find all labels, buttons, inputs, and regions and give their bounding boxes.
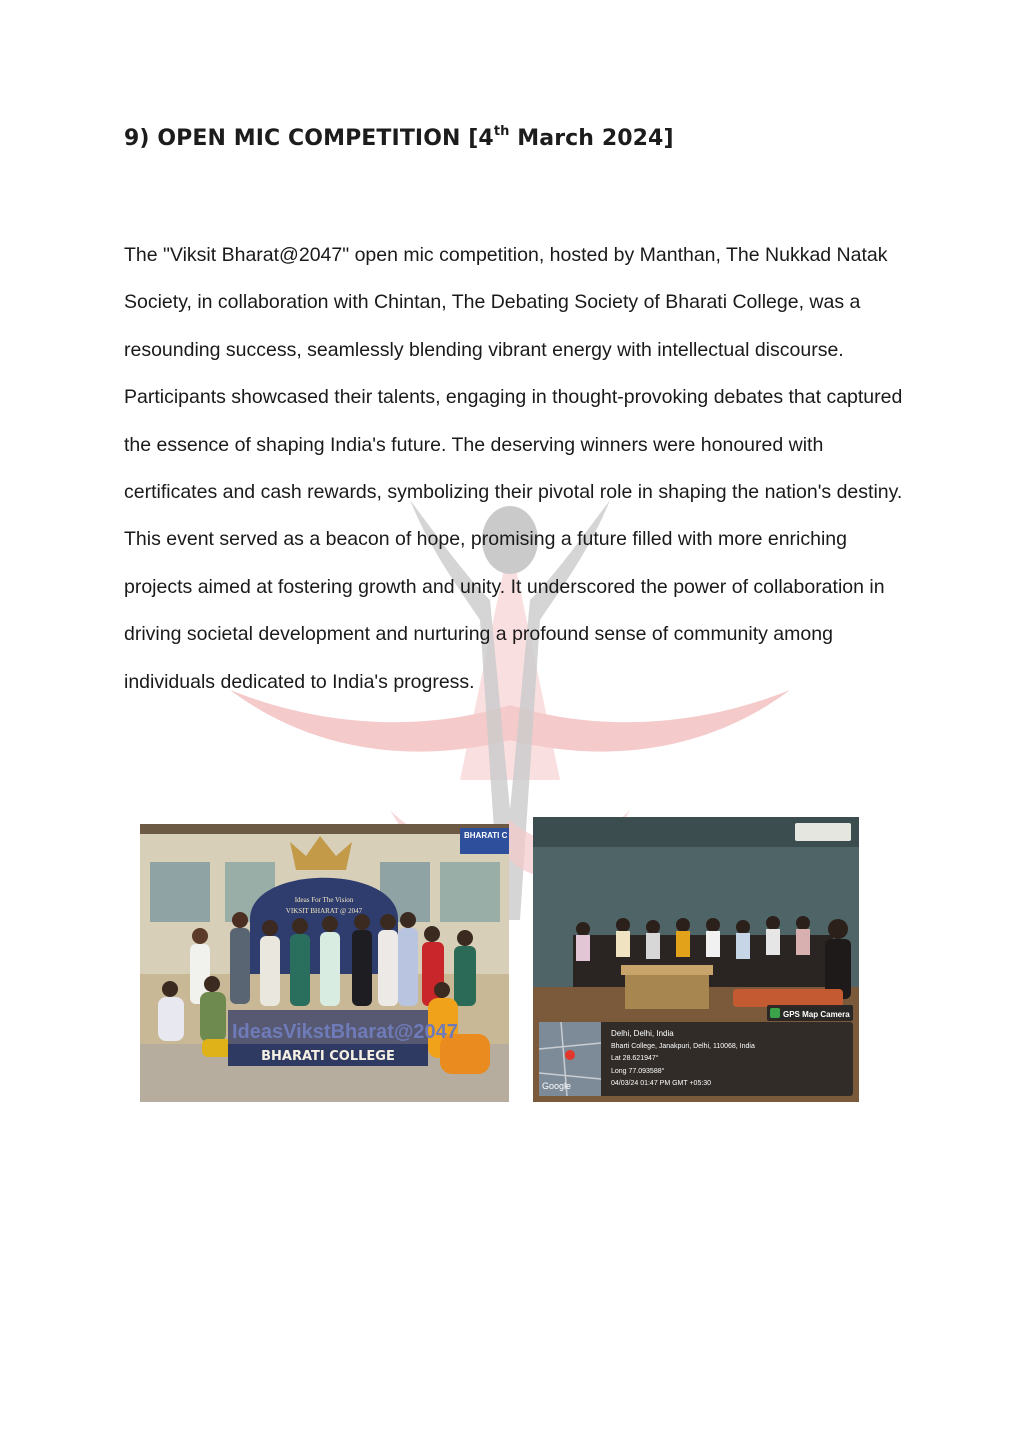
banner-line-1: Ideas For The Vision — [294, 896, 354, 904]
gps-location-line-1: Delhi, Delhi, India — [611, 1029, 674, 1038]
map-brand-text: Google — [542, 1081, 572, 1091]
heading-suffix: March 2024] — [509, 126, 674, 151]
heading-superscript: th — [493, 123, 510, 139]
event-description: The "Viksit Bharat@2047" open mic competition, hosted by Manthan, The Nukkad Natak Society, in collaboration with Chintan, The Debating Society of Bharati College, was a resounding success, seamlessly blending vibrant energy with intellectual discourse. Participants showcased their talents, engaging in thought-provoking debates that captured the essence of shaping India's future. The deserving winners were honoured with certificates and cash rewards, symbolizing their pivotal role in shaping the nation's destiny. This event served as a beacon of hope, promising a future filled with more enriching projects aimed at fostering growth and unity. It underscored the power of collaboration in driving societal development and nurturing a profound sense of community among individuals dedicated to India's progress. — [124, 244, 903, 693]
gps-lat: Lat 28.621947° — [611, 1055, 659, 1062]
heading-prefix: 9) OPEN MIC COMPETITION [4 — [124, 126, 494, 151]
group-photo — [140, 824, 509, 1102]
gps-badge-text: GPS Map Camera — [783, 1010, 850, 1019]
standee-text: IdeasVikstBharat@2047 — [232, 1021, 458, 1043]
banner-line-2: VIKSIT BHARAT @ 2047 — [285, 907, 363, 915]
college-sign-text: BHARATI COLLEGE — [261, 1049, 395, 1064]
hall-photo — [533, 817, 859, 1102]
gps-long: Long 77.093588° — [611, 1068, 665, 1075]
corner-sign-text: BHARATI C — [464, 831, 508, 840]
gps-location-line-2: Bharti College, Janakpuri, Delhi, 110068, India — [611, 1043, 755, 1050]
section-heading — [124, 123, 674, 151]
gps-timestamp: 04/03/24 01:47 PM GMT +05:30 — [611, 1080, 712, 1087]
